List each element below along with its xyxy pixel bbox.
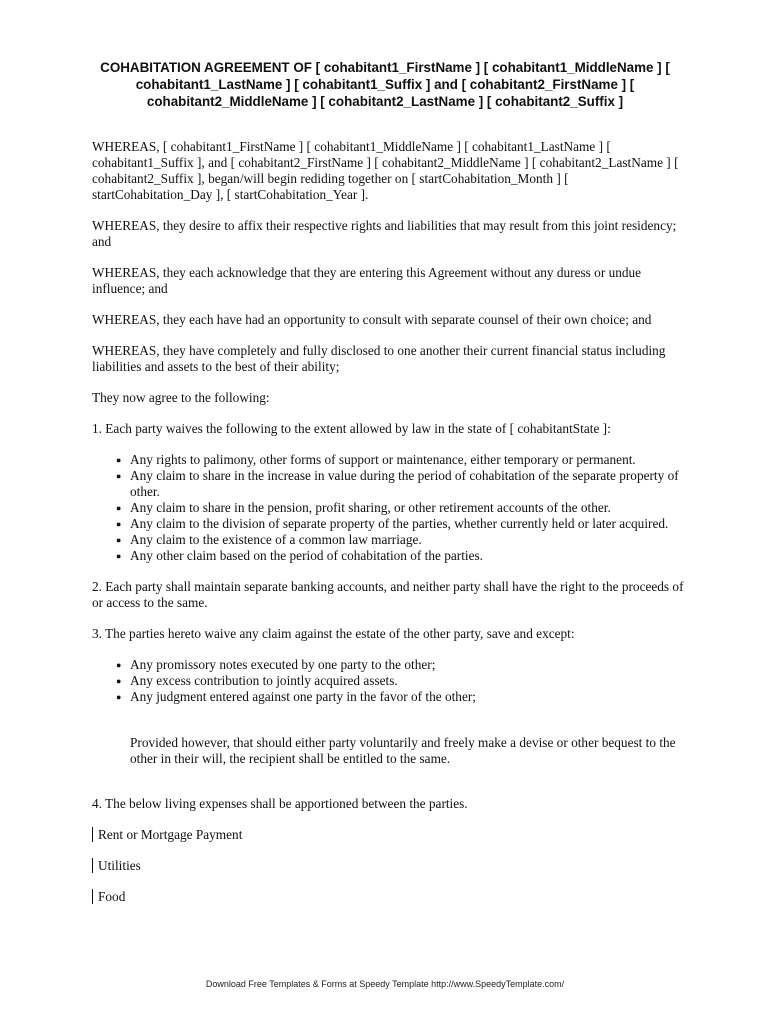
list-item: ● Any promissory notes executed by one party to the other; — [130, 657, 684, 673]
clause-4: 4. The below living expenses shall be apportioned between the parties. — [92, 796, 468, 811]
list-item: ● Any other claim based on the period of cohabitation of the parties. — [130, 548, 684, 564]
recital-2: WHEREAS, they desire to affix their respective rights and liabilities that may result from this joint residency; and — [92, 218, 677, 249]
clause-1: 1. Each party waives the following to the extent allowed by law in the state of [ cohabitantState ]: — [92, 421, 611, 436]
document-body — [92, 139, 684, 920]
list-item: ● Any excess contribution to jointly acquired assets. — [130, 673, 684, 689]
list-item: ● Any claim to the existence of a common law marriage. — [130, 532, 684, 548]
agree-intro: They now agree to the following: — [92, 390, 270, 405]
clause-3-proviso: Provided however, that should either party voluntarily and freely make a devise or other bequest to the other in their will, the recipient shall be entitled to the same. — [130, 735, 676, 766]
clause-3-list — [92, 657, 684, 705]
list-item: ● Any claim to share in the pension, profit sharing, or other retirement accounts of the other. — [130, 500, 684, 516]
clause-3: 3. The parties hereto waive any claim against the estate of the other party, save and except: — [92, 626, 575, 641]
expense-food-field[interactable]: Food — [92, 889, 684, 904]
page-footer: Download Free Templates & Forms at Speedy Template http://www.SpeedyTemplate.com/ — [205, 979, 565, 989]
list-item: ● Any claim to share in the increase in value during the period of cohabitation of the separate property of other. — [130, 468, 684, 500]
expense-utilities-field[interactable]: Utilities — [92, 858, 684, 873]
recital-1: WHEREAS, [ cohabitant1_FirstName ] [ cohabitant1_MiddleName ] [ cohabitant1_LastName ] [ cohabitant1_Suffix ], and [ cohabitant2_FirstName ] [ cohabitant2_MiddleName ] [ cohabitant2_LastName ] [ cohabitant2_Suffix ], began/will begin rediding together on [ startCohabitation_Month ] [ startCohabitation_Day ], [ startCohabitation_Year ]. — [92, 139, 679, 202]
list-item: ● Any judgment entered against one party in the favor of the other; — [130, 689, 684, 705]
recital-4: WHEREAS, they each have had an opportunity to consult with separate counsel of their own choice; and — [92, 312, 652, 327]
document-title: COHABITATION AGREEMENT OF [ cohabitant1_FirstName ] [ cohabitant1_MiddleName ] [ cohabitant1_LastName ] [ cohabitant1_Suffix ] and [ cohabitant2_FirstName ] [ cohabitant2_MiddleName ] [ cohabitant2_LastName ] [ cohabitant2_Suffix ] — [100, 60, 670, 109]
list-item: ● Any claim to the division of separate property of the parties, whether currently held or later acquired. — [130, 516, 684, 532]
clause-2: 2. Each party shall maintain separate banking accounts, and neither party shall have the right to the proceeds of or access to the same. — [92, 579, 684, 610]
recital-5: WHEREAS, they have completely and fully disclosed to one another their current financial status including liabilities and assets to the best of their ability; — [92, 343, 666, 374]
expense-rent-field[interactable]: Rent or Mortgage Payment — [92, 827, 684, 842]
clause-1-list — [92, 452, 684, 564]
recital-3: WHEREAS, they each acknowledge that they are entering this Agreement without any duress or undue influence; and — [92, 265, 642, 296]
list-item: ● Any rights to palimony, other forms of support or maintenance, either temporary or permanent. — [130, 452, 684, 468]
